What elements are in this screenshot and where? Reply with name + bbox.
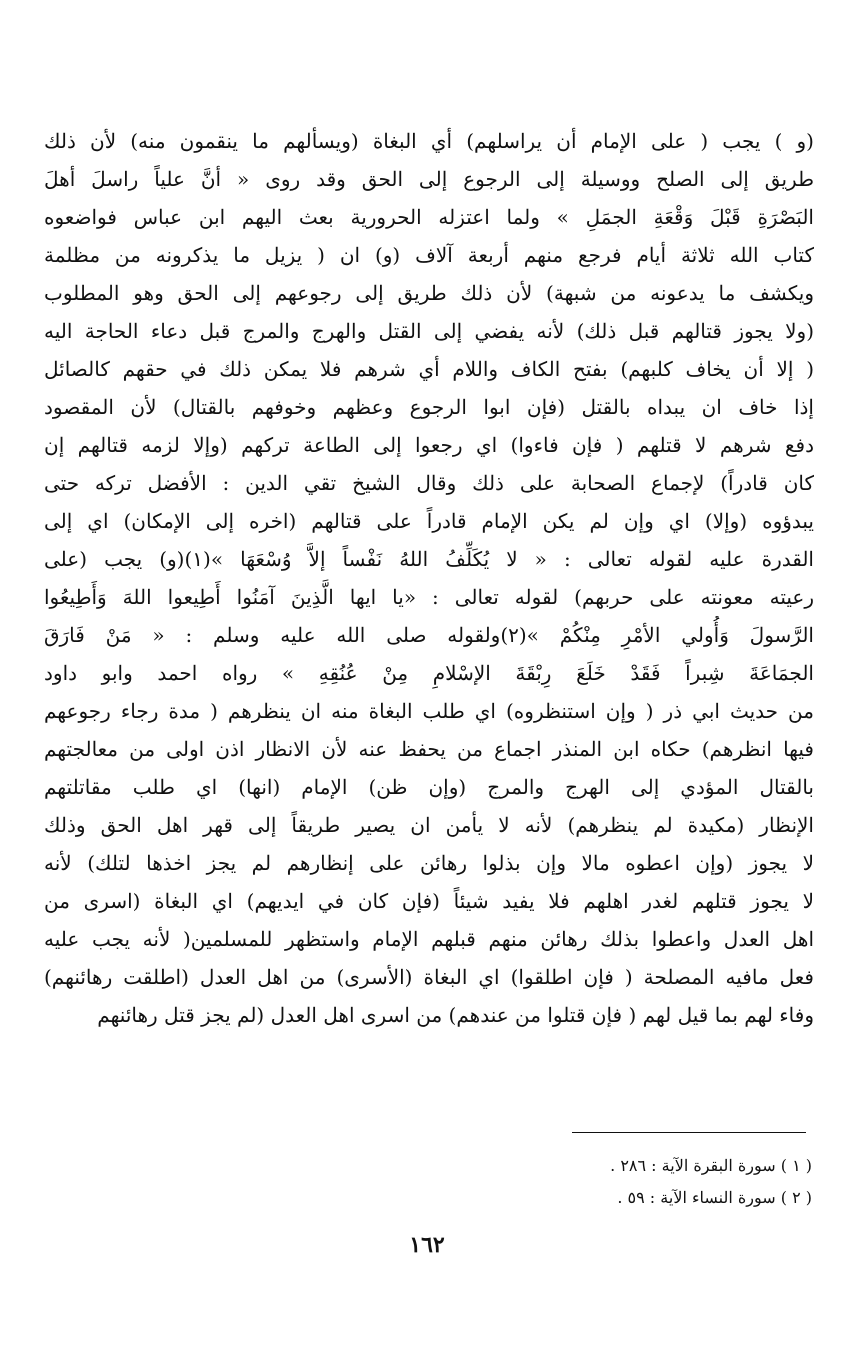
page-number: ١٦٢ xyxy=(409,1232,445,1258)
main-text-block xyxy=(44,122,814,1034)
text-line: وفاء لهم بما قيل لهم ( فإن قتلوا من عندهم) من اسرى اهل العدل (لم يجز قتل رهائنهم xyxy=(97,1003,814,1027)
text-line: لا يجوز (وإن اعطوه مالا وإن بذلوا رهائن على إنظارهم لم يجز اخذها لتلك) لأنه xyxy=(44,851,814,875)
text-line: الرَّسولَ وَأُولي الأمْرِ مِنْكُمْ »(٢)ولقوله صلى الله عليه وسلم : « مَنْ فَارَقَ xyxy=(44,623,814,647)
text-line: ويكشف ما يدعونه من شبهة) لأن ذلك طريق إلى رجوعهم إلى الحق وهو المطلوب xyxy=(44,281,814,305)
footnotes-block xyxy=(400,1150,812,1214)
text-line: (و ) يجب ( على الإمام أن يراسلهم) أي البغاة (ويسألهم ما ينقمون منه) لأن ذلك xyxy=(44,129,814,153)
text-line: (ولا يجوز قتالهم قبل ذلك) لأنه يفضي إلى القتل والهرج والمرج قبل دعاء الحاجة اليه xyxy=(44,319,814,343)
text-line: بالقتال المؤدي إلى الهرج والمرج (وإن ظن) الإمام (انها) اي طلب مقاتلتهم xyxy=(44,775,814,799)
text-line: رعيته معونته على حربهم) لقوله تعالى : «يا ايها الَّذِينَ آمَنُوا أَطِيعوا اللهَ وَأَطِيعُوا xyxy=(44,585,814,609)
text-line: فعل مافيه المصلحة ( فإن اطلقوا) اي البغاة (الأسرى) من اهل العدل (اطلقت رهائنهم) xyxy=(44,965,814,989)
footnote: ( ٢ ) سورة النساء الآية : ٥٩ . xyxy=(617,1188,812,1207)
text-line: دفع شرهم لا قتلهم ( فإن فاءوا) اي رجعوا إلى الطاعة تركهم (وإلا لزمه قتالهم إن xyxy=(44,433,814,457)
text-line: الإنظار (مكيدة لم ينظرهم) لأنه لا يأمن ان يصير طريقاً إلى قهر اهل الحق وذلك xyxy=(44,813,814,837)
text-line: البَصْرَةِ قَبْلَ وَقْعَةِ الجمَلِ » ولما اعتزله الحرورية بعث اليهم ابن عباس فواضعوه xyxy=(44,205,814,229)
text-line: الجمَاعَةَ شِبراً فَقَدْ خَلَعَ رِبْقَةَ الإسْلامِ مِنْ عُنُقِهِ » رواه احمد وابو داود xyxy=(44,661,814,685)
text-line: كان قادراً) لإجماع الصحابة على ذلك وقال الشيخ تقي الدين : الأفضل تركه حتى xyxy=(44,471,814,495)
text-line: ( إلا أن يخاف كلبهم) بفتح الكاف واللام أي شرهم فلا يمكن ذلك في حقهم كالصائل xyxy=(44,357,814,381)
text-line: اهل العدل واعطوا بذلك رهائن منهم قبلهم الإمام واستظهر للمسلمين( لأنه يجب عليه xyxy=(44,927,814,951)
text-line: طريق إلى الصلح ووسيلة إلى الرجوع إلى الحق وقد روى « أنَّ علياً راسلَ أهلَ xyxy=(44,167,814,191)
text-line: من حديث ابي ذر ( وإن استنظروه) اي طلب البغاة منه ان ينظرهم ( مدة رجاء رجوعهم xyxy=(44,699,814,723)
text-line: لا يجوز قتلهم لغدر اهلهم فلا يفيد شيئاً (فإن كان في ايديهم) اي البغاة (اسرى من xyxy=(44,889,814,913)
text-line: إذا خاف ان يبداه بالقتل (فإن ابوا الرجوع وعظهم وخوفهم بالقتال) لأن المقصود xyxy=(44,395,814,419)
text-line: يبدؤوه (وإلا) اي وإن لم يكن الإمام قادراً على قتالهم (اخره إلى الإمكان) اي إلى xyxy=(44,509,814,533)
footnote-separator xyxy=(572,1132,806,1133)
footnote: ( ١ ) سورة البقرة الآية : ٢٨٦ . xyxy=(610,1156,812,1175)
text-line: فيها انظرهم) حكاه ابن المنذر اجماع من يحفظ عنه لأن الانظار اذن اولى من معالجتهم xyxy=(44,737,814,761)
text-line: القدرة عليه لقوله تعالى : « لا يُكَلِّفُ اللهُ نَفْساً إلاَّ وُسْعَهَا »(١)(و) يجب (على xyxy=(44,547,814,571)
text-line: كتاب الله ثلاثة أيام فرجع منهم أربعة آلاف (و) ان ( يزيل ما يذكرونه من مظلمة xyxy=(44,243,814,267)
